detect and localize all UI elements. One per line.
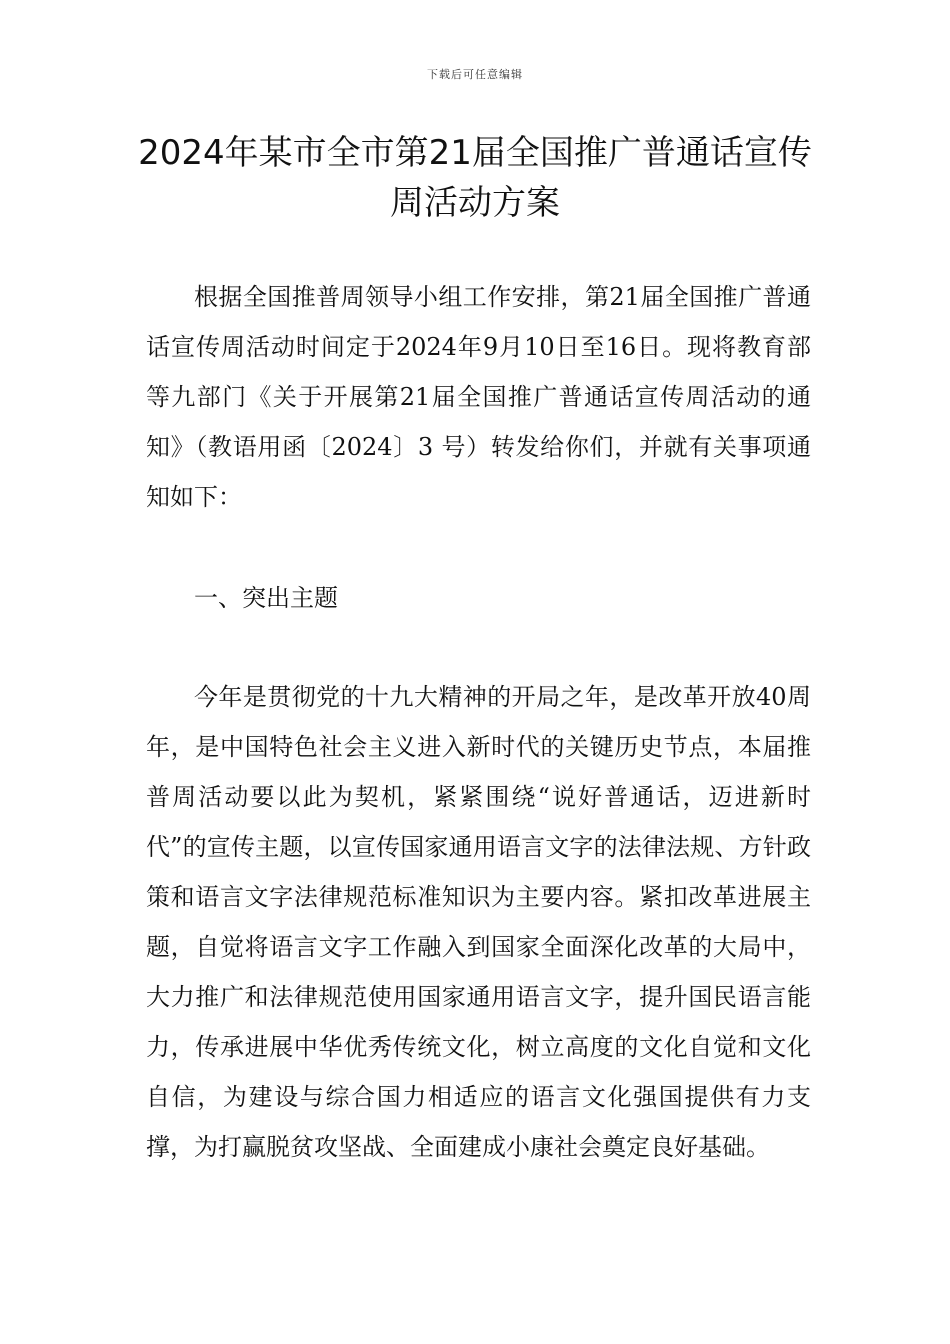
section-paragraph: 今年是贯彻党的十九大精神的开局之年，是改革开放40周年，是中国特色社会主义进入新时代的关键历史节点，本届推普周活动要以此为契机，紧紧围绕“说好普通话，迈进新时代”的宣传主题，以宣传国家通用语言文字的法律法规、方针政策和语言文字法律规范标准知识为主要内容。紧扣改革进展主题，自觉将语言文字工作融入到国家全面深化改革的大局中，大力推广和法律规范使用国家通用语言文字，提升国民语言能力，传承进展中华优秀传统文化，树立高度的文化自觉和文化自信，为建设与综合国力相适应的语言文化强国提供有力支撑，为打赢脱贫攻坚战、全面建成小康社会奠定良好基础。 — [146, 683, 811, 1161]
header-note: 下载后可任意编辑 — [427, 68, 523, 81]
document-title: 2024年某市全市第21届全国推广普通话宣传周活动方案 — [138, 133, 812, 223]
section-heading: 一、突出主题 — [194, 584, 338, 612]
intro-paragraph: 根据全国推普周领导小组工作安排，第21届全国推广普通话宣传周活动时间定于2024年9月10日至16日。现将教育部等九部门《关于开展第21届全国推广普通话宣传周活动的通知》（教语用函〔2024〕3 号）转发给你们，并就有关事项通知如下： — [146, 283, 811, 511]
